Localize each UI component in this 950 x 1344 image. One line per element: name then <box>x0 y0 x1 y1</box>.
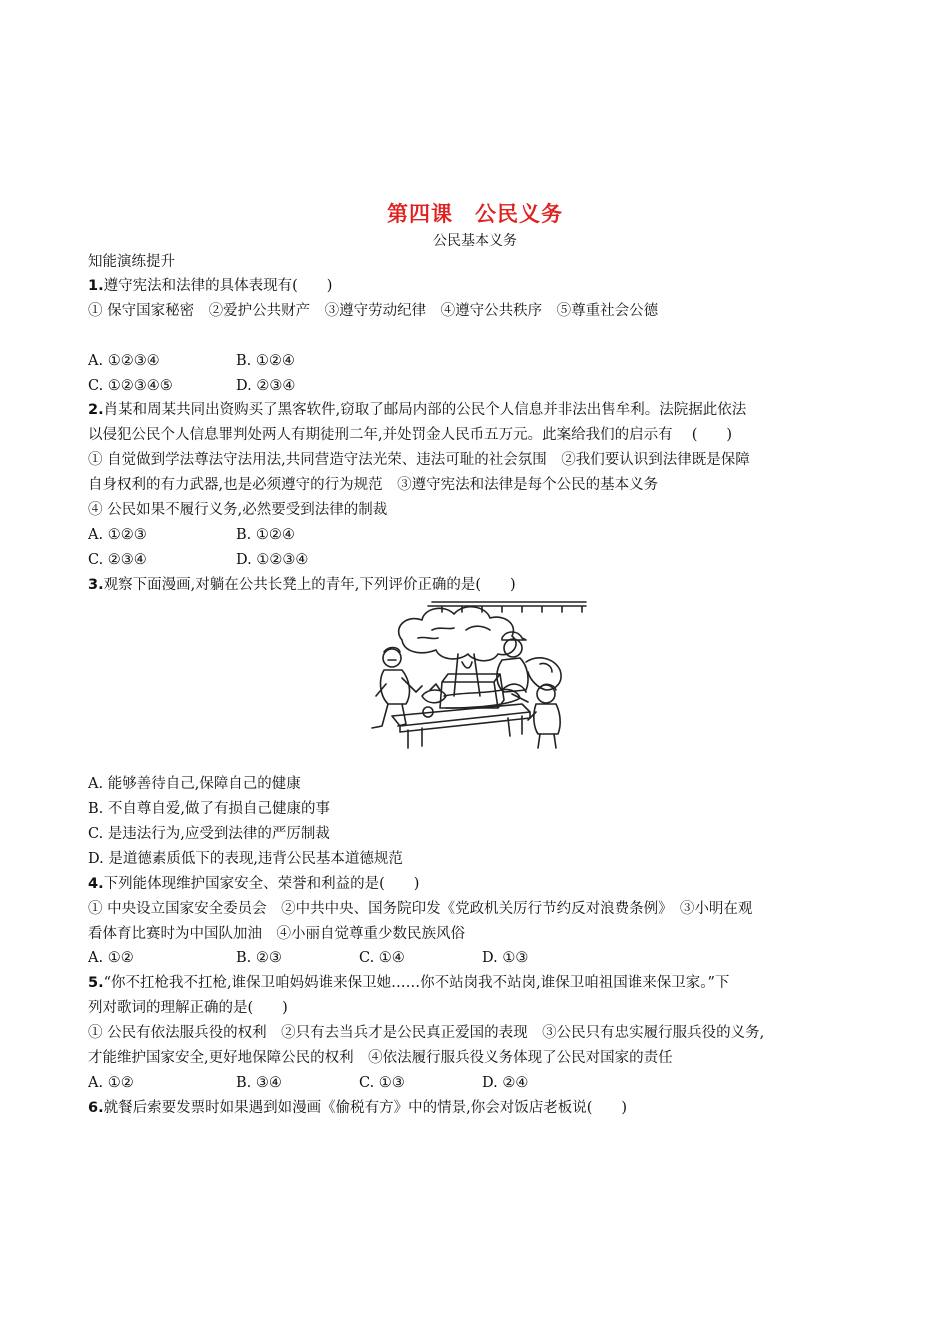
question-4-line: 看体育比赛时为中国队加油 ④小丽自觉尊重少数民族风俗 <box>88 926 465 942</box>
question-2-options-row2 <box>88 550 868 570</box>
question-1 <box>88 276 868 296</box>
question-stem: 就餐后索要发票时如果遇到如漫画《偷税有方》中的情景,你会对饭店老板说( ) <box>103 1100 628 1116</box>
option-c: C. ①③ <box>359 1075 405 1091</box>
lesson-subtitle: 公民基本义务 <box>433 233 517 249</box>
option-c: C. ②③④ <box>88 552 147 568</box>
question-6 <box>88 1098 868 1118</box>
question-5-line: 列对歌词的理解正确的是( ) <box>88 1000 288 1016</box>
question-number: 6. <box>88 1100 104 1116</box>
question-1-items: ① 保守国家秘密 ②爱护公共财产 ③遵守劳动纪律 ④遵守公共秩序 ⑤尊重社会公德 <box>88 303 659 319</box>
question-3 <box>88 575 868 595</box>
question-2-options-row1 <box>88 525 868 545</box>
option-a: A. ①②③④ <box>88 353 160 369</box>
option-a: A. ①②③ <box>88 527 147 543</box>
option-c: C. ①②③④⑤ <box>88 378 173 394</box>
question-4-options <box>88 948 868 968</box>
option-c: C. ①④ <box>359 950 405 966</box>
option-b: B. ②③ <box>236 950 282 966</box>
option-b: B. ③④ <box>236 1075 282 1091</box>
question-stem: 观察下面漫画,对躺在公共长凳上的青年,下列评价正确的是( ) <box>103 577 516 593</box>
question-2-line: 自身权利的有力武器,也是必须遵守的行为规范 ③遵守宪法和法律是每个公民的基本义务 <box>88 477 659 493</box>
lesson-title: 第四课 公民义务 <box>387 202 563 226</box>
option-a: A. ①② <box>88 950 134 966</box>
question-5-options <box>88 1073 868 1093</box>
question-stem: “你不扛枪我不扛枪,谁保卫咱妈妈谁来保卫她……你不站岗我不站岗,谁保卫咱祖国谁来保卫家。”下 <box>103 975 730 991</box>
question-5 <box>88 973 868 993</box>
question-number: 4. <box>88 876 104 892</box>
question-stem: 肖某和周某共同出资购买了黑客软件,窃取了邮局内部的公民个人信息并非法出售牟利。法院据此依法 <box>103 402 747 418</box>
question-2-line: 以侵犯公民个人信息罪判处两人有期徒刑二年,并处罚金人民币五万元。此案给我们的启示有 ( ) <box>88 427 733 443</box>
bench-cartoon-image <box>362 600 588 750</box>
question-number: 1. <box>88 278 104 294</box>
question-3-option-d: D. 是道德素质低下的表现,违背公民基本道德规范 <box>88 851 403 867</box>
question-3-option-c: C. 是违法行为,应受到法律的严厉制裁 <box>88 826 330 842</box>
question-4-line: ① 中央设立国家安全委员会 ②中共中央、国务院印发《党政机关厉行节约反对浪费条例》 ③小明在观 <box>88 901 753 917</box>
question-5-line: ① 公民有依法服兵役的权利 ②只有去当兵才是公民真正爱国的表现 ③公民只有忠实履行服兵役的义务, <box>88 1025 765 1041</box>
question-number: 5. <box>88 975 104 991</box>
question-5-line: 才能维护国家安全,更好地保障公民的权利 ④依法履行服兵役义务体现了公民对国家的责任 <box>88 1050 673 1066</box>
question-4 <box>88 874 868 894</box>
question-3-option-b: B. 不自尊自爱,做了有损自己健康的事 <box>88 801 330 817</box>
question-number: 2. <box>88 402 104 418</box>
option-d: D. ①③ <box>482 950 529 966</box>
question-stem: 遵守宪法和法律的具体表现有( ) <box>103 278 333 294</box>
question-2-line: ① 自觉做到学法尊法守法用法,共同营造守法光荣、违法可耻的社会氛围 ②我们要认识到法律既是保障 <box>88 452 750 468</box>
option-d: D. ①②③④ <box>236 552 309 568</box>
option-d: D. ②③④ <box>236 378 296 394</box>
question-2-line: ④ 公民如果不履行义务,必然要受到法律的制裁 <box>88 502 388 518</box>
question-number: 3. <box>88 577 104 593</box>
question-stem: 下列能体现维护国家安全、荣誉和利益的是( ) <box>103 876 420 892</box>
option-a: A. ①② <box>88 1075 134 1091</box>
option-b: B. ①②④ <box>236 353 295 369</box>
question-3-option-a: A. 能够善待自己,保障自己的健康 <box>88 776 301 792</box>
option-b: B. ①②④ <box>236 527 295 543</box>
question-1-options-row1 <box>88 351 868 371</box>
question-2 <box>88 400 868 420</box>
option-d: D. ②④ <box>482 1075 529 1091</box>
question-1-options-row2 <box>88 376 868 396</box>
section-label: 知能演练提升 <box>88 254 175 270</box>
